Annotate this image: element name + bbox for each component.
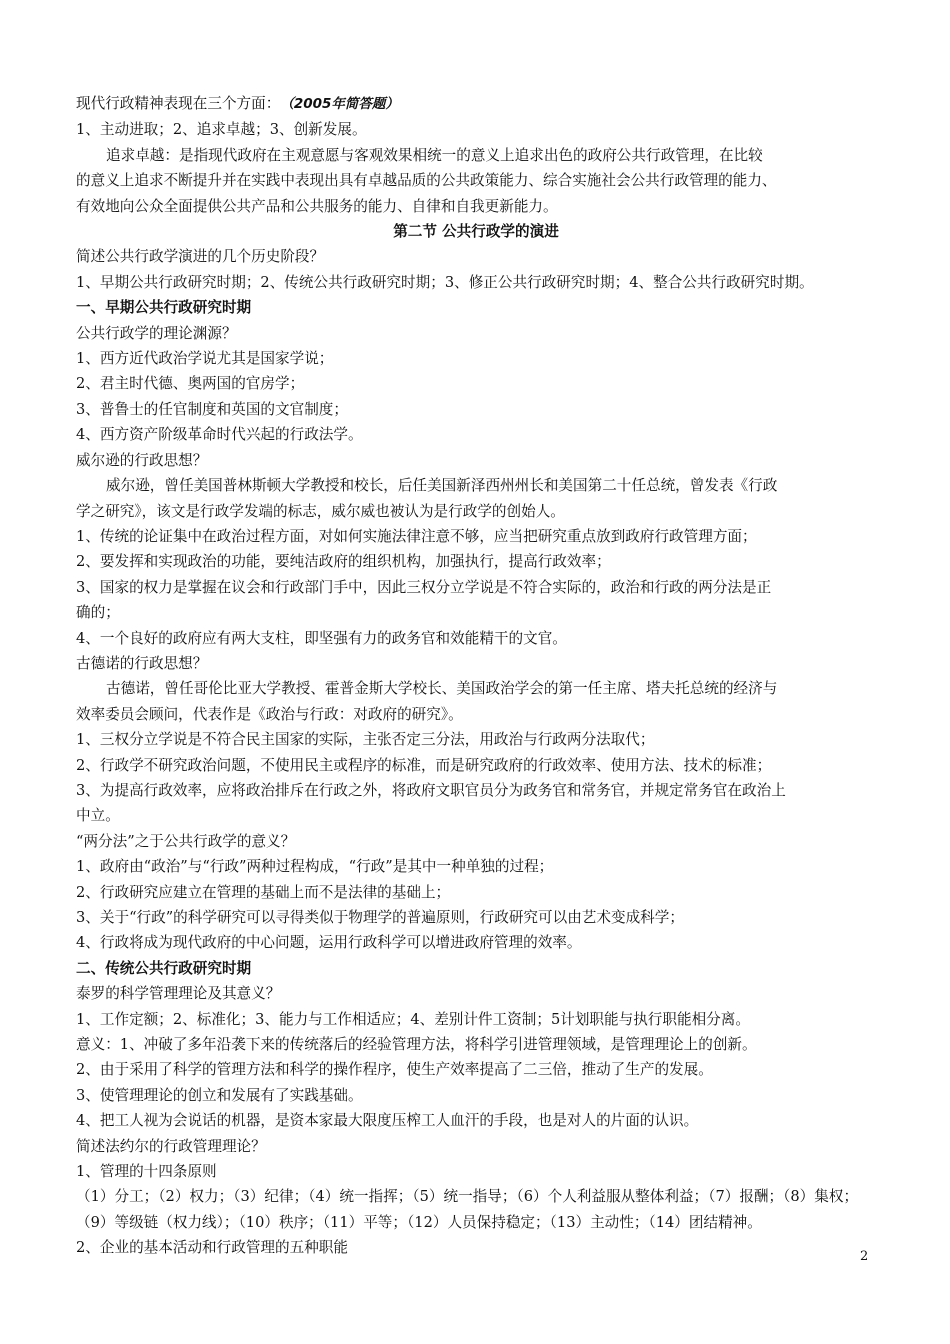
list-item: 1、三权分立学说是不符合民主国家的实际，主张否定三分法，用政治与行政两分法取代； <box>76 731 655 749</box>
list-item: 3、使管理理论的创立和发展有了实践基础。 <box>76 1086 363 1104</box>
list-item: 3、国家的权力是掌握在议会和行政部门手中，因此三权分立学说是不符合实际的，政治和行政的两分法是正 <box>76 578 772 596</box>
paragraph <box>76 91 876 117</box>
question: 泰罗的科学管理理论及其意义？ <box>76 985 281 1003</box>
list-item: （1）分工；（2）权力；（3）纪律；（4）统一指挥；（5）统一指导；（6）个人利益服从整体利益；（7）报酬；（8）集权； <box>76 1188 859 1206</box>
subsection-heading: 一、早期公共行政研究时期 <box>76 299 252 317</box>
list-item: 3、普鲁士的任官制度和英国的文官制度； <box>76 400 348 418</box>
list-item: 4、行政将成为现代政府的中心问题，运用行政科学可以增进政府管理的效率。 <box>76 934 582 952</box>
text: 现代行政精神表现在三个方面： <box>76 95 281 112</box>
paragraph-continued: 效率委员会顾问，代表作是《政治与行政：对政府的研究》。 <box>76 705 463 723</box>
section-title: 第二节 公共行政学的演进 <box>393 223 559 241</box>
paragraph-continued: 有效地向公众全面提供公共产品和公共服务的能力、自律和自我更新能力。 <box>76 197 558 215</box>
question: 简述公共行政学演进的几个历史阶段？ <box>76 248 325 266</box>
list-item: 4、一个良好的政府应有两大支柱，即坚强有力的政务官和效能精干的文官。 <box>76 629 567 647</box>
list-item: 1、管理的十四条原则 <box>76 1163 217 1181</box>
list-item-continued: 确的； <box>76 604 120 622</box>
list-item: 2、行政学不研究政治问题，不使用民主或程序的标准，而是研究政府的行政效率、使用方法、技术的标准； <box>76 756 772 774</box>
list-item: 3、为提高行政效率，应将政治排斥在行政之外，将政府文职官员分为政务官和常务官，并规定常务官在政治上 <box>76 781 786 799</box>
paragraph-continued: 学之研究》，该文是行政学发端的标志，威尔威也被认为是行政学的创始人。 <box>76 502 565 520</box>
paragraph: 古德诺，曾任哥伦比亚大学教授、霍普金斯大学校长、美国政治学会的第一任主席、塔夫托总统的经济与 <box>106 680 778 698</box>
paragraph-continued: 的意义上追求不断提升并在实践中表现出具有卓越品质的公共政策能力、综合实施社会公共行政管理的能力、 <box>76 172 777 190</box>
list-item: 1、传统的论证集中在政治过程方面，对如何实施法律注意不够，应当把研究重点放到政府行政管理方面； <box>76 527 757 545</box>
list-item: 1、工作定额；2、标准化；3、能力与工作相适应；4、差别计件工资制；5计划职能与执行职能相分离。 <box>76 1010 750 1028</box>
list-item: 2、行政研究应建立在管理的基础上而不是法律的基础上； <box>76 883 451 901</box>
subsection-heading: 二、传统公共行政研究时期 <box>76 959 252 977</box>
list-item: 4、把工人视为会说话的机器，是资本家最大限度压榨工人血汗的手段，也是对人的片面的认识。 <box>76 1112 699 1130</box>
list-item: （9）等级链（权力线）；（10）秩序；（11）平等；（12）人员保持稳定；（13）主动性；（14）团结精神。 <box>76 1213 762 1231</box>
page-number: 2 <box>860 1249 869 1264</box>
answer: 1、早期公共行政研究时期；2、传统公共行政研究时期；3、修正公共行政研究时期；4、整合公共行政研究时期。 <box>76 273 814 291</box>
list-item: 1、政府由“政治”与“行政”两种过程构成，“行政”是其中一种单独的过程； <box>76 858 554 876</box>
question: 古德诺的行政思想？ <box>76 654 208 672</box>
list-item-continued: 中立。 <box>76 807 120 825</box>
page-content <box>76 91 876 1261</box>
list-item: 意义：1、冲破了多年沿袭下来的传统落后的经验管理方法，将科学引进管理领域，是管理理论上的创新。 <box>76 1036 757 1054</box>
paragraph: 威尔逊，曾任美国普林斯顿大学教授和校长，后任美国新泽西州州长和美国第二十任总统，曾发表《行政 <box>106 477 778 495</box>
list-item: 2、企业的基本活动和行政管理的五种职能 <box>76 1239 348 1257</box>
paragraph: 追求卓越：是指现代政府在主观意愿与客观效果相统一的意义上追求出色的政府公共行政管理，在比较 <box>106 146 763 164</box>
question: 威尔逊的行政思想？ <box>76 451 208 469</box>
list-item: 2、由于采用了科学的管理方法和科学的操作程序，使生产效率提高了二三倍，推动了生产的发展。 <box>76 1061 713 1079</box>
list-item: 4、西方资产阶级革命时代兴起的行政法学。 <box>76 426 363 444</box>
exam-note: （2005年简答题） <box>280 96 399 112</box>
question: “两分法”之于公共行政学的意义？ <box>76 832 296 850</box>
list-item: 3、关于“行政”的科学研究可以寻得类似于物理学的普遍原则，行政研究可以由艺术变成科学； <box>76 909 684 926</box>
list-item: 1、西方近代政治学说尤其是国家学说； <box>76 350 334 368</box>
paragraph: 1、主动进取；2、追求卓越；3、创新发展。 <box>76 121 367 139</box>
list-item: 2、要发挥和实现政治的功能，要纯洁政府的组织机构，加强执行，提高行政效率； <box>76 553 611 571</box>
list-item: 2、君主时代德、奥两国的官房学； <box>76 375 305 393</box>
question: 公共行政学的理论渊源？ <box>76 324 237 342</box>
question: 简述法约尔的行政管理理论？ <box>76 1137 266 1155</box>
